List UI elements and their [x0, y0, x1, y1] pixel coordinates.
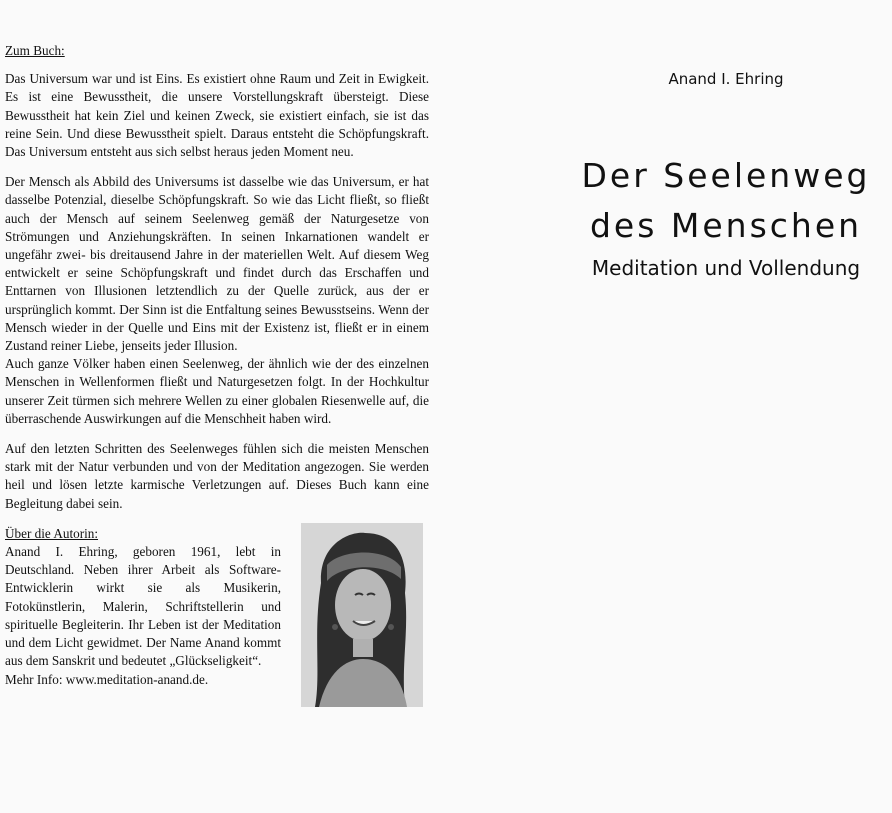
author-section	[5, 525, 429, 689]
cover-author-name: Anand I. Ehring	[668, 70, 784, 88]
author-text-block	[5, 525, 281, 689]
book-description-paragraph: Auf den letzten Schritten des Seelenweges fühlen sich die meisten Menschen stark mit der Natur verbunden und von der Meditation angezogen. Sie werden heil und lösen letzte karmische Verletzungen auf. Dieses Buch kann eine Begleitung dabei sein.	[5, 441, 429, 511]
book-subtitle: Meditation und Vollendung	[591, 256, 861, 280]
author-photo	[301, 523, 423, 707]
author-bio: Anand I. Ehring, geboren 1961, lebt in Deutschland. Neben ihrer Arbeit als Software-Entwicklerin wirkt sie als Musikerin, Fotokünstlerin, Malerin, Schriftstellerin und spirituelle Begleiterin. Ihr Leben ist der Meditation und dem Licht gewidmet. Der Name Anand kommt aus dem Sanskrit und bedeutet „Glückseligkeit“.	[5, 544, 281, 669]
book-description-paragraph: Auch ganze Völker haben einen Seelenweg, der ähnlich wie der des einzelnen Menschen in Wellenformen fließt und Naturgesetzen folgt. In der Hochkultur unserer Zeit türmen sich mehrere Wellen zu einer globalen Riesenwelle auf, die überraschende Auswirkungen auf die Menschheit haben wird.	[5, 356, 429, 426]
book-title-line-2: des Menschen	[589, 206, 863, 245]
author-portrait-image	[301, 523, 423, 707]
book-description-paragraph: Das Universum war und ist Eins. Es existiert ohne Raum und Zeit in Ewigkeit. Es ist eine Bewusstheit, die unsere Vorstellungskraft übersteigt. Diese Bewusstheit hat kein Ziel und keinen Zweck, sie existiert einfach, sie ist das reine Sein. Und diese Bewusstheit spielt. Daraus entsteht die Schöpfungskraft. Das Universum entsteht aus sich selbst heraus jeden Moment neu.	[5, 71, 429, 160]
book-description-paragraph: Der Mensch als Abbild des Universums ist dasselbe wie das Universum, er hat dasselbe Potenzial, dieselbe Schöpfungskraft. So wie das Licht fließt, so fließt auch der Mensch auf seinem Seelenweg gemäß der Naturgesetze von Strömungen und Anziehungskräften. In seinen Inkarnationen wandelt er ungefähr zwei- bis dreitausend Jahre in der materiellen Welt. Auf diesem Weg entwickelt er seine Schöpfungskraft und findet durch das Erschaffen und Enttarnen von Illusionen letztendlich zu der Quelle zurück, aus der er ursprünglich kommt. Der Sinn ist die Entfaltung seines Bewusstseins. Wenn der Mensch wieder in der Quelle und Eins mit der Existenz ist, fließt er in einem Zustand reiner Liebe, jenseits jeder Illusion.	[5, 174, 429, 354]
more-info-line: Mehr Info: www.meditation-anand.de.	[5, 671, 209, 687]
about-book-heading: Zum Buch:	[5, 43, 65, 58]
back-cover	[5, 42, 429, 689]
about-author-heading: Über die Autorin:	[5, 525, 99, 541]
book-title-line-1: Der Seelenweg	[581, 156, 871, 195]
